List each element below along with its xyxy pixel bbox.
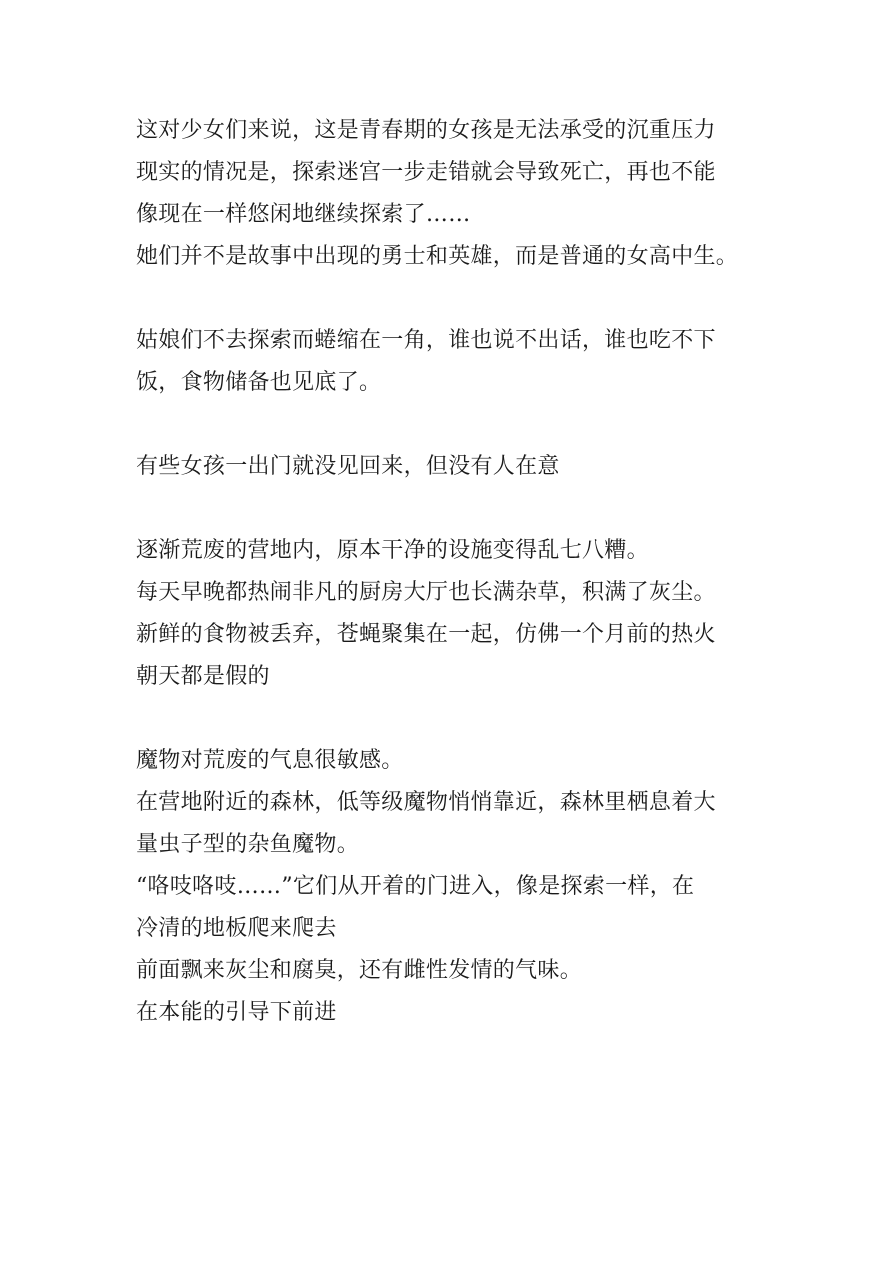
paragraph-break xyxy=(136,404,776,446)
text-line: 在营地附近的森林，低等级魔物悄悄靠近，森林里栖息着大 xyxy=(136,790,716,815)
text-line: 像现在一样悠闲地继续探索了…… xyxy=(136,202,471,227)
text-line: 朝天都是假的 xyxy=(136,664,270,689)
text-line: “咯吱咯吱……”它们从开着的门进入，像是探索一样，在 xyxy=(136,874,695,899)
text-line: 量虫子型的杂鱼魔物。 xyxy=(136,832,360,857)
paragraph-break xyxy=(136,698,776,740)
paragraph-break xyxy=(136,488,776,530)
text-line: 逐渐荒废的营地内，原本干净的设施变得乱七八糟。 xyxy=(136,538,649,563)
text-line: 现实的情况是，探索迷宫一步走错就会导致死亡，再也不能 xyxy=(136,160,716,185)
text-line: 前面飘来灰尘和腐臭，还有雌性发情的气味。 xyxy=(136,958,583,983)
text-line: 魔物对荒废的气息很敏感。 xyxy=(136,748,404,773)
text-line: 饭，食物储备也见底了。 xyxy=(136,370,382,395)
text-line: 每天早晚都热闹非凡的厨房大厅也长满杂草，积满了灰尘。 xyxy=(136,580,716,605)
paragraph-break xyxy=(136,278,776,320)
text-line: 冷清的地板爬来爬去 xyxy=(136,916,337,941)
document-body xyxy=(136,110,776,1034)
text-line: 在本能的引导下前进 xyxy=(136,1000,337,1025)
text-line: 她们并不是故事中出现的勇士和英雄，而是普通的女高中生。 xyxy=(136,244,739,269)
text-line: 新鲜的食物被丢弃，苍蝇聚集在一起，仿佛一个月前的热火 xyxy=(136,622,716,647)
text-line: 这对少女们来说，这是青春期的女孩是无法承受的沉重压力 xyxy=(136,118,716,143)
text-line: 姑娘们不去探索而蜷缩在一角，谁也说不出话，谁也吃不下 xyxy=(136,328,716,353)
text-line: 有些女孩一出门就没见回来，但没有人在意 xyxy=(136,454,560,479)
